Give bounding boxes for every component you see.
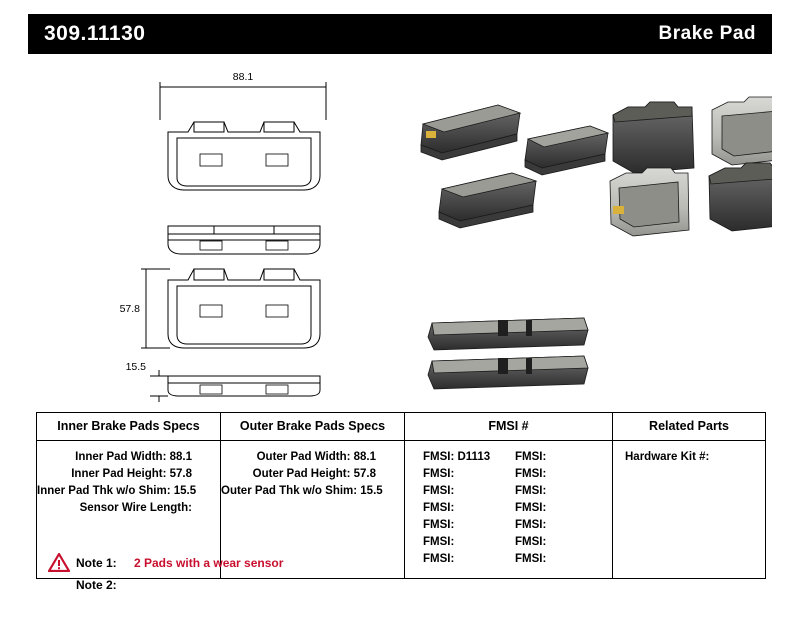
- pad-photo-cluster-right: [610, 97, 772, 236]
- outer-spec-line: Outer Pad Height: 57.8: [252, 468, 376, 480]
- pad-photo-side-views: [428, 318, 588, 389]
- fmsi-line: FMSI:: [515, 553, 547, 565]
- technical-drawing-top: [160, 82, 326, 190]
- cell-related-parts: [613, 441, 765, 578]
- outer-spec-line: Outer Pad Width: 88.1: [256, 451, 376, 463]
- fmsi-line: FMSI:: [423, 553, 455, 565]
- fmsi-column-right: [515, 449, 607, 568]
- inner-spec-line: Inner Pad Thk w/o Shim: 15.5: [37, 485, 197, 497]
- dimension-width-label: 88.1: [232, 71, 254, 83]
- fmsi-line: FMSI:: [423, 519, 455, 531]
- fmsi-line: FMSI:: [515, 502, 547, 514]
- dimension-height-label: 57.8: [119, 303, 140, 315]
- product-illustrations: [28, 58, 772, 406]
- notes-section: [76, 552, 576, 596]
- related-part-line: Hardware Kit #:: [625, 451, 710, 463]
- technical-drawing-bottom: [141, 269, 320, 348]
- fmsi-line: FMSI:: [515, 451, 547, 463]
- fmsi-line: FMSI:: [423, 485, 455, 497]
- technical-drawing-top-side: [168, 226, 320, 254]
- fmsi-line: FMSI:: [423, 502, 455, 514]
- outer-spec-line: Outer Pad Thk w/o Shim: 15.5: [221, 485, 383, 497]
- dimension-thickness-label: 15.5: [125, 361, 146, 373]
- fmsi-line: FMSI:: [515, 485, 547, 497]
- inner-spec-line: Sensor Wire Length:: [79, 502, 192, 514]
- fmsi-line: FMSI: D1113: [423, 451, 491, 463]
- header-fmsi: FMSI #: [405, 413, 613, 441]
- fmsi-line: FMSI:: [423, 536, 455, 548]
- header-bar: [28, 14, 772, 54]
- part-number: 309.11130: [44, 22, 146, 45]
- fmsi-line: FMSI:: [515, 536, 547, 548]
- product-type: Brake Pad: [658, 23, 756, 44]
- fmsi-line: FMSI:: [515, 468, 547, 480]
- header-inner-specs: Inner Brake Pads Specs: [37, 413, 221, 441]
- spec-sheet: [28, 14, 772, 602]
- note-1-label: Note 1:: [76, 556, 117, 570]
- fmsi-line: FMSI:: [515, 519, 547, 531]
- note-1-value: 2 Pads with a wear sensor: [134, 556, 284, 570]
- note-row-2: [76, 574, 576, 596]
- inner-spec-line: Inner Pad Height: 57.8: [71, 468, 192, 480]
- fmsi-column-left: [423, 449, 515, 568]
- note-row-1: [76, 552, 576, 574]
- pad-photo-cluster-middle: [421, 105, 608, 228]
- warning-icon: [48, 553, 70, 577]
- note-2-label: Note 2:: [76, 578, 117, 592]
- header-outer-specs: Outer Brake Pads Specs: [221, 413, 405, 441]
- table-header-row: [37, 413, 765, 441]
- fmsi-line: FMSI:: [423, 468, 455, 480]
- technical-drawing-bottom-side: [150, 370, 320, 402]
- header-related-parts: Related Parts: [613, 413, 765, 441]
- inner-spec-line: Inner Pad Width: 88.1: [75, 451, 192, 463]
